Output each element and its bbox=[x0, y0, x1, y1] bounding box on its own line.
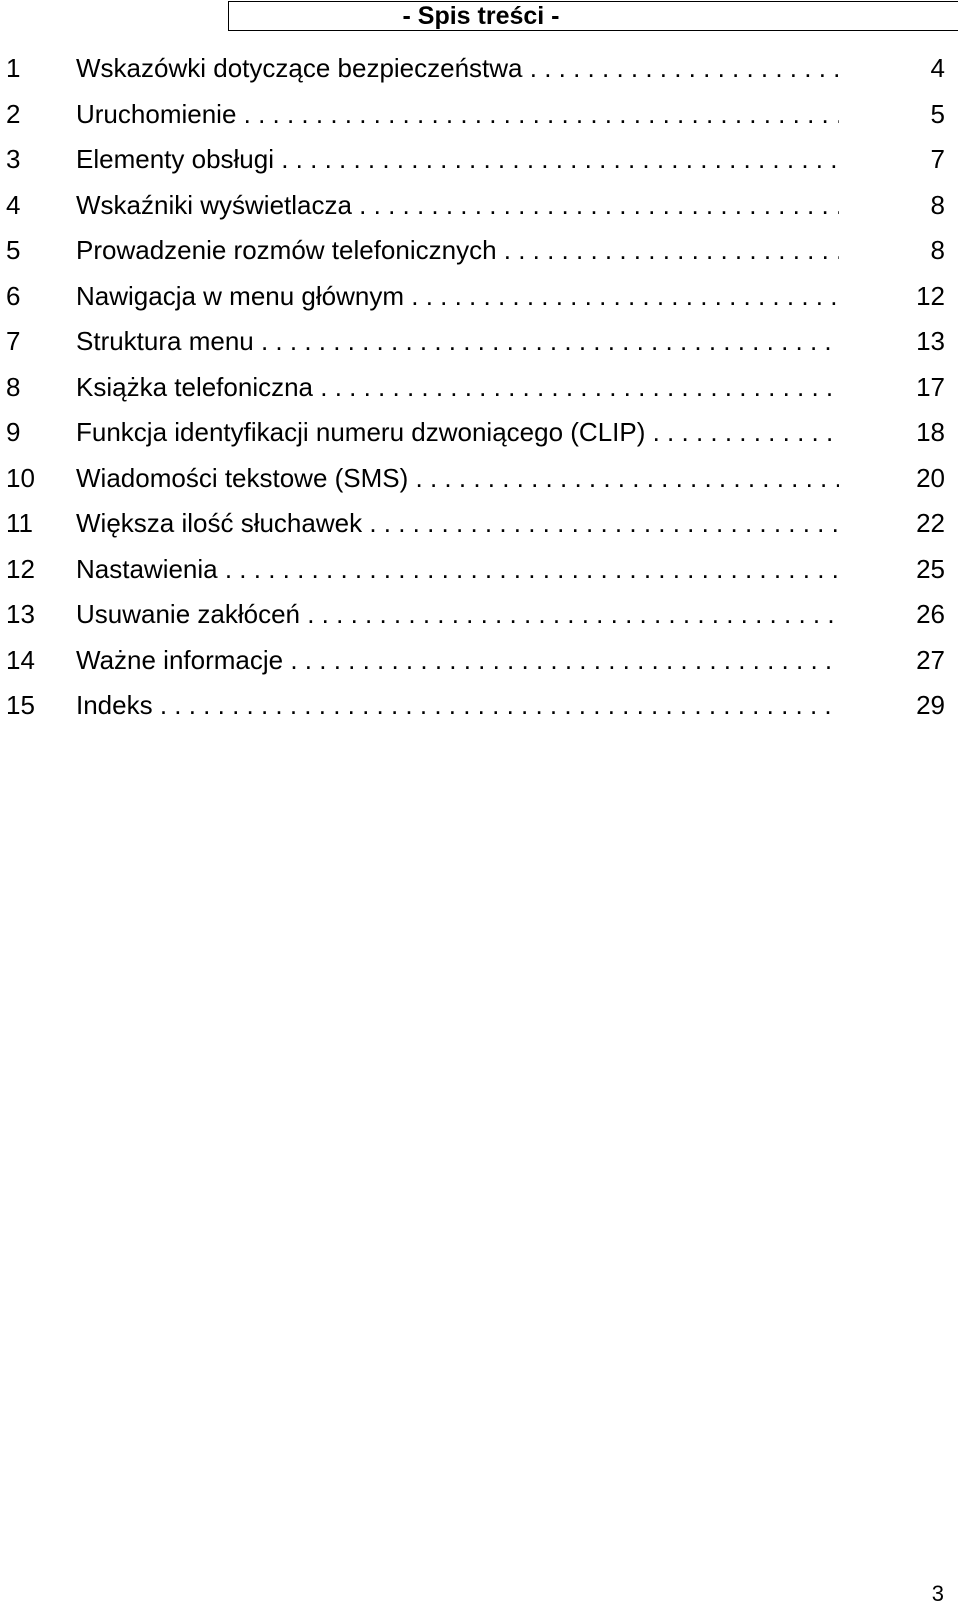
toc-entry-title: Uruchomienie bbox=[76, 98, 237, 129]
toc-entry-title-leader bbox=[76, 683, 839, 729]
toc-entry-page: 5 bbox=[930, 98, 945, 129]
page-number: 3 bbox=[931, 1581, 944, 1606]
toc-entry-number: 10 bbox=[6, 462, 35, 493]
toc-entry[interactable] bbox=[0, 183, 960, 229]
toc-entry[interactable] bbox=[0, 547, 960, 593]
toc-entry-title-leader bbox=[76, 319, 839, 365]
toc-entry-number: 6 bbox=[6, 280, 21, 311]
toc-entry-number: 11 bbox=[6, 508, 33, 538]
toc-entry-title-leader bbox=[76, 274, 839, 320]
toc-entry-title-leader bbox=[76, 547, 839, 593]
toc-entry-title-leader bbox=[76, 228, 839, 274]
toc-entry-number: 8 bbox=[6, 371, 21, 402]
toc-entry-title-leader bbox=[76, 46, 839, 92]
toc-entry-page: 25 bbox=[916, 553, 945, 584]
page-title: - Spis treści - bbox=[402, 2, 560, 30]
toc-entry-title: Funkcja identyfikacji numeru dzwoniącego (CLIP) bbox=[76, 417, 646, 447]
toc-entry-title: Większa ilość słuchawek bbox=[76, 508, 363, 538]
header-frame bbox=[228, 1, 958, 31]
toc-entry[interactable] bbox=[0, 46, 960, 92]
toc-entry-number: 15 bbox=[6, 690, 35, 720]
toc-entry-number: 1 bbox=[6, 53, 21, 83]
toc-entry-title-leader bbox=[76, 456, 839, 502]
toc-entry-title-leader bbox=[76, 410, 839, 456]
toc-entry-title: Wskaźniki wyświetlacza bbox=[76, 189, 352, 220]
toc-entry[interactable] bbox=[0, 683, 960, 729]
toc-entry-number: 2 bbox=[6, 98, 21, 129]
toc-entry-page: 27 bbox=[916, 644, 945, 675]
toc-entry[interactable] bbox=[0, 137, 960, 183]
toc-entry-title-leader bbox=[76, 638, 839, 684]
toc-entry-title: Prowadzenie rozmów telefonicznych bbox=[76, 235, 497, 265]
toc-entry-title: Elementy obsługi bbox=[76, 144, 274, 174]
toc-entry-title: Ważne informacje bbox=[76, 644, 284, 675]
toc-entry[interactable] bbox=[0, 638, 960, 684]
toc-entry[interactable] bbox=[0, 365, 960, 411]
toc-entry-title: Struktura menu bbox=[76, 326, 254, 356]
toc-entry-number: 7 bbox=[6, 326, 21, 356]
toc-entry-page: 13 bbox=[916, 326, 945, 356]
toc-entry-title-leader bbox=[76, 183, 839, 229]
toc-entry-title-leader bbox=[76, 92, 839, 138]
toc-entry[interactable] bbox=[0, 410, 960, 456]
toc-entry-title: Indeks bbox=[76, 690, 153, 720]
toc-entry-title: Książka telefoniczna bbox=[76, 371, 314, 402]
toc-entry-page: 18 bbox=[916, 417, 945, 447]
toc-entry-number: 12 bbox=[6, 553, 35, 584]
toc-entry[interactable] bbox=[0, 228, 960, 274]
toc-entry-title: Wiadomości tekstowe (SMS) bbox=[76, 462, 409, 493]
toc-entry-page: 8 bbox=[930, 189, 945, 220]
toc-entry[interactable] bbox=[0, 319, 960, 365]
toc-entry-page: 26 bbox=[916, 599, 945, 629]
toc-entry-title: Wskazówki dotyczące bezpieczeństwa bbox=[76, 53, 523, 83]
toc-entry-page: 29 bbox=[916, 690, 945, 720]
toc-entry-page: 22 bbox=[916, 508, 945, 538]
toc-entry[interactable] bbox=[0, 92, 960, 138]
toc-entry-title-leader bbox=[76, 365, 839, 411]
table-of-contents bbox=[0, 46, 960, 729]
toc-entry-page: 4 bbox=[930, 53, 945, 83]
toc-entry-title-leader bbox=[76, 592, 839, 638]
toc-entry-title: Usuwanie zakłóceń bbox=[76, 599, 301, 629]
toc-entry[interactable] bbox=[0, 592, 960, 638]
toc-entry-title-leader bbox=[76, 501, 839, 547]
toc-entry-number: 4 bbox=[6, 189, 21, 220]
toc-entry-number: 5 bbox=[6, 235, 21, 265]
toc-entry-page: 17 bbox=[916, 371, 945, 402]
toc-entry-page: 7 bbox=[930, 144, 945, 174]
toc-entry-number: 3 bbox=[6, 144, 21, 174]
toc-entry[interactable] bbox=[0, 274, 960, 320]
toc-entry-page: 8 bbox=[930, 235, 945, 265]
toc-entry-title-leader bbox=[76, 137, 839, 183]
toc-entry-page: 20 bbox=[916, 462, 945, 493]
toc-entry-number: 13 bbox=[6, 599, 35, 629]
toc-entry-title: Nawigacja w menu głównym bbox=[76, 280, 405, 311]
toc-entry[interactable] bbox=[0, 501, 960, 547]
toc-entry-page: 12 bbox=[916, 280, 945, 311]
toc-entry-number: 9 bbox=[6, 417, 21, 447]
toc-entry-title: Nastawienia bbox=[76, 553, 218, 584]
toc-entry[interactable] bbox=[0, 456, 960, 502]
toc-entry-number: 14 bbox=[6, 644, 35, 675]
